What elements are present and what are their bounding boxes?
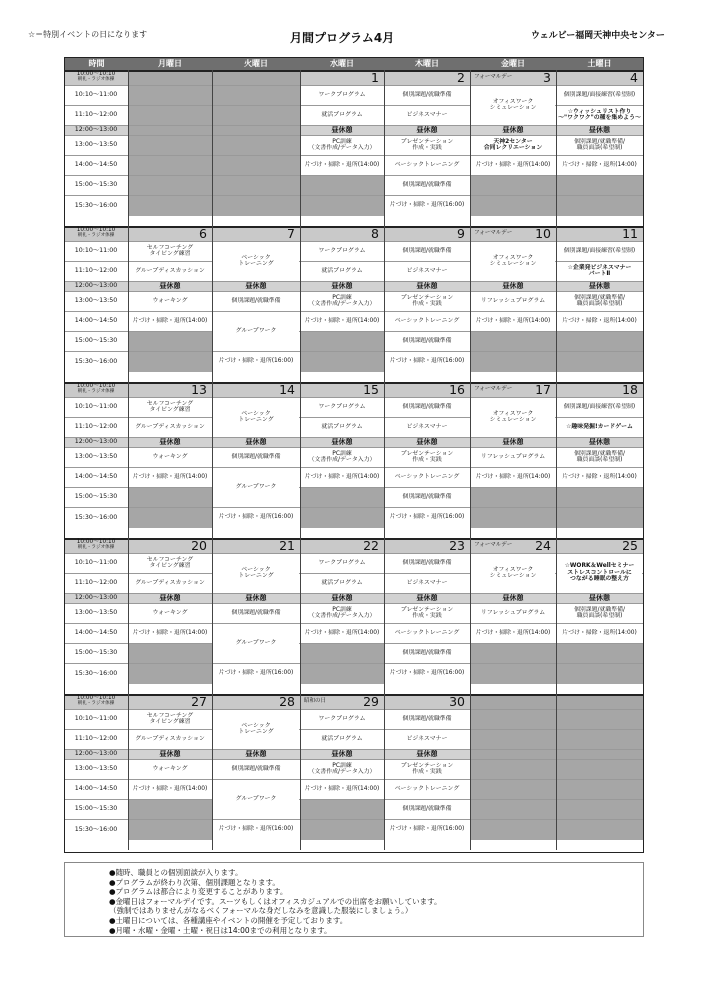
date-number: 6 <box>199 226 207 241</box>
date-number: 30 <box>449 694 465 709</box>
time-slot-label: 15:30～16:00 <box>74 358 118 365</box>
program-cell: ☆WORK＆Wellセミナー ストレスコントロールに つながる睡眠の整え方 <box>557 554 642 593</box>
program-cell: 昼休憩 <box>385 594 469 603</box>
program-cell: ベーシック トレーニング <box>213 398 299 437</box>
grid-column-line <box>212 70 213 226</box>
program-cell: 昼休憩 <box>557 126 642 135</box>
program-cell: ウォーキング <box>129 760 211 779</box>
program-cell: リフレッシュプログラム <box>471 448 555 467</box>
date-number: 25 <box>622 538 638 553</box>
program-cell: グループワーク <box>213 312 299 351</box>
date-number: 15 <box>363 382 379 397</box>
program-cell: 片づけ・掃除・退所(14:00) <box>301 468 383 487</box>
program-cell: リフレッシュプログラム <box>471 604 555 623</box>
program-cell: 片づけ・掃除・退所(14:00) <box>557 624 642 643</box>
program-cell: 片づけ・掃除・退所(14:00) <box>301 312 383 331</box>
footer-note: ●土曜日については、各種講座やイベントの開催を予定しております。 <box>109 915 348 925</box>
time-slot-label: 14:00～14:50 <box>74 161 118 168</box>
column-header-3: 水曜日 <box>330 59 354 68</box>
date-number: 16 <box>449 382 465 397</box>
time-slot-label: 15:00～15:30 <box>74 493 118 500</box>
time-slot-label: 13:00～13:50 <box>74 297 118 304</box>
date-number: 18 <box>622 382 638 397</box>
week-block <box>65 382 643 538</box>
program-cell: 個別課題/面接練習(希望制) <box>557 86 642 105</box>
program-cell: 片づけ・掃除・退所(14:00) <box>557 468 642 487</box>
assembly-label: 朝礼・ラジオ体操 <box>77 701 115 706</box>
program-cell: 昼休憩 <box>213 282 299 291</box>
program-cell: 昼休憩 <box>301 438 383 447</box>
time-slot-label: 12:00～13:00 <box>74 126 118 133</box>
date-number: 21 <box>279 538 295 553</box>
formal-day-label: フォーマルデー <box>474 74 513 80</box>
assembly-label: 朝礼・ラジオ体操 <box>77 545 115 550</box>
notes-box <box>64 862 644 937</box>
program-cell: 天神2センター 合同レクリエーション <box>471 136 555 155</box>
program-cell: 片づけ・掃除・退所(14:00) <box>129 780 211 799</box>
program-cell: オフィスワーク シミュレーション <box>471 554 555 593</box>
program-cell: 個別課題/就職準備/ 職員面談(希望制) <box>557 136 642 155</box>
time-slot-label: 13:00～13:50 <box>74 609 118 616</box>
program-cell: セルフコーチング タイピング練習 <box>129 398 211 417</box>
footer-note: ●プログラムが終わり次第、個別課題となります。 <box>109 877 280 887</box>
program-cell: 個別課題/就職準備 <box>385 176 469 195</box>
program-cell: PC訓練 （文書作成/データ入力） <box>301 760 383 779</box>
program-cell: 就活プログラム <box>301 106 383 125</box>
program-cell: 片づけ・掃除・退所(16:00) <box>213 820 299 840</box>
footer-note: ●金曜日はフォーマルデイです。スーツもしくはオフィスカジュアルでの出席をお願いしています。 <box>109 896 442 906</box>
program-cell: セルフコーチング タイピング練習 <box>129 242 211 261</box>
time-slot-label: 14:00～14:50 <box>74 629 118 636</box>
program-cell: 片づけ・掃除・退所(14:00) <box>471 156 555 175</box>
time-slot-label: 10:10～11:00 <box>74 715 118 722</box>
footer-note: ●月曜・水曜・金曜・土曜・祝日は14:00までの利用となります。 <box>109 925 332 935</box>
program-cell: 昼休憩 <box>213 594 299 603</box>
program-cell: 個別課題/就職準備 <box>213 448 299 467</box>
column-header-0: 時間 <box>88 59 105 68</box>
program-cell: 片づけ・掃除・退所(16:00) <box>385 352 469 372</box>
program-cell: 個別課題/面接練習(希望制) <box>557 242 642 261</box>
time-morning-assembly <box>65 695 127 710</box>
program-cell: オフィスワーク シミュレーション <box>471 86 555 125</box>
program-cell: 個別課題/就職準備 <box>385 398 469 417</box>
program-cell: PC訓練 （文書作成/データ入力） <box>301 604 383 623</box>
program-cell: 昼休憩 <box>557 438 642 447</box>
program-cell: ビジネスマナー <box>385 262 469 281</box>
time-morning-assembly <box>65 71 127 86</box>
date-number: 11 <box>622 226 638 241</box>
assembly-time: 10:00～10:10 <box>76 383 116 389</box>
time-slot-label: 14:00～14:50 <box>74 785 118 792</box>
week-block <box>65 538 643 694</box>
time-slot-label: 12:00～13:00 <box>74 750 118 757</box>
program-cell: セルフコーチング タイピング練習 <box>129 710 211 729</box>
program-cell: グループディスカッション <box>129 418 211 437</box>
program-cell: ビジネスマナー <box>385 418 469 437</box>
program-cell: 昼休憩 <box>301 750 383 759</box>
program-cell: PC訓練 （文書作成/データ入力） <box>301 136 383 155</box>
program-cell: 片づけ・掃除・退所(14:00) <box>557 156 642 175</box>
grid-column-line <box>470 694 471 850</box>
date-number: 8 <box>371 226 379 241</box>
time-slot-label: 15:00～15:30 <box>74 181 118 188</box>
program-cell: ウォーキング <box>129 604 211 623</box>
program-cell: 個別課題/就職準備 <box>385 644 469 663</box>
footer-note: ●随時、職員との個別面談が入ります。 <box>109 868 243 877</box>
program-cell: 個別課題/就職準備 <box>385 488 469 507</box>
program-cell: プレゼンテーション 作成・実践 <box>385 448 469 467</box>
formal-day-label: フォーマルデー <box>474 386 513 392</box>
program-cell: ベーシック トレーニング <box>213 710 299 749</box>
time-slot-label: 13:00～13:50 <box>74 141 118 148</box>
assembly-label: 朝礼・ラジオ体操 <box>77 77 115 82</box>
program-cell: 就活プログラム <box>301 418 383 437</box>
program-cell: オフィスワーク シミュレーション <box>471 398 555 437</box>
page-title: 月間プログラム4月 <box>290 31 395 45</box>
program-cell: 昼休憩 <box>385 282 469 291</box>
center-name: ウェルビー福岡天神中央センター <box>531 31 665 41</box>
time-slot-label: 13:00～13:50 <box>74 453 118 460</box>
program-cell: ビジネスマナー <box>385 106 469 125</box>
assembly-label: 朝礼・ラジオ体操 <box>77 389 115 394</box>
program-cell: グループディスカッション <box>129 574 211 593</box>
program-cell: 個別課題/就職準備/ 職員面談(希望制) <box>557 292 642 311</box>
date-number: 3 <box>543 70 551 85</box>
program-cell: ベーシックトレーニング <box>385 624 469 643</box>
program-cell: 片づけ・掃除・退所(16:00) <box>213 664 299 684</box>
program-cell: 個別課題/就職準備 <box>385 554 469 573</box>
column-header-2: 火曜日 <box>244 59 268 68</box>
assembly-time: 10:00～10:10 <box>76 539 116 545</box>
time-morning-assembly <box>65 227 127 242</box>
program-cell: 個別課題/就職準備 <box>385 800 469 819</box>
date-number: 28 <box>279 694 295 709</box>
program-cell: 昼休憩 <box>471 126 555 135</box>
program-cell: 昼休憩 <box>213 750 299 759</box>
date-number: 1 <box>371 70 379 85</box>
program-cell: 昼休憩 <box>385 126 469 135</box>
program-cell: ベーシック トレーニング <box>213 242 299 281</box>
program-cell: 個別課題/就職準備 <box>213 292 299 311</box>
program-cell: ワークプログラム <box>301 86 383 105</box>
program-cell: グループディスカッション <box>129 730 211 749</box>
program-cell: 片づけ・掃除・退所(16:00) <box>385 820 469 840</box>
assembly-time: 10:00～10:10 <box>76 71 116 77</box>
date-number: 17 <box>535 382 551 397</box>
program-cell: ☆趣味発掘!カードゲーム <box>557 418 642 437</box>
program-cell: 昼休憩 <box>471 438 555 447</box>
footer-note: （強制ではありませんがなるべくフォーマルな身だしなみを意識した服装にしましょう。） <box>109 906 413 916</box>
time-slot-label: 11:10～12:00 <box>74 423 118 430</box>
calendar-header-row <box>65 58 643 70</box>
program-cell: 個別課題/就職準備 <box>213 604 299 623</box>
grid-column-line <box>128 70 129 226</box>
program-cell: 片づけ・掃除・退所(16:00) <box>385 508 469 528</box>
program-cell: 昼休憩 <box>471 282 555 291</box>
time-slot-label: 15:30～16:00 <box>74 670 118 677</box>
program-cell: 昼休憩 <box>471 594 555 603</box>
program-cell: 片づけ・掃除・退所(14:00) <box>471 312 555 331</box>
time-slot-label: 12:00～13:00 <box>74 438 118 445</box>
program-cell: 片づけ・掃除・退所(14:00) <box>471 624 555 643</box>
time-slot-label: 13:00～13:50 <box>74 765 118 772</box>
program-cell: PC訓練 （文書作成/データ入力） <box>301 448 383 467</box>
week-block <box>65 694 643 850</box>
monthly-calendar <box>64 57 644 853</box>
assembly-label: 朝礼・ラジオ体操 <box>77 233 115 238</box>
program-cell: グループワーク <box>213 624 299 663</box>
legend-note: ☆＝特別イベントの日になります <box>28 30 148 39</box>
time-slot-label: 10:10～11:00 <box>74 247 118 254</box>
program-cell: 個別課題/就職準備 <box>213 760 299 779</box>
time-morning-assembly <box>65 383 127 398</box>
date-number: 7 <box>287 226 295 241</box>
column-header-5: 金曜日 <box>501 59 525 68</box>
program-cell: ベーシックトレーニング <box>385 468 469 487</box>
date-number: 20 <box>191 538 207 553</box>
time-slot-label: 15:30～16:00 <box>74 202 118 209</box>
time-slot-label: 12:00～13:00 <box>74 282 118 289</box>
time-slot-label: 15:00～15:30 <box>74 649 118 656</box>
date-number: 24 <box>535 538 551 553</box>
program-cell: プレゼンテーション 作成・実践 <box>385 760 469 779</box>
date-number: 14 <box>279 382 295 397</box>
program-cell: 片づけ・掃除・退所(16:00) <box>213 352 299 372</box>
time-morning-assembly <box>65 539 127 554</box>
column-header-6: 土曜日 <box>587 59 612 68</box>
program-cell: ベーシックトレーニング <box>385 780 469 799</box>
date-number: 4 <box>630 70 638 85</box>
program-cell: 昼休憩 <box>557 594 642 603</box>
program-cell: ワークプログラム <box>301 398 383 417</box>
time-slot-label: 11:10～12:00 <box>74 111 118 118</box>
holiday-label: 昭和の日 <box>304 698 327 704</box>
formal-day-label: フォーマルデー <box>474 542 513 548</box>
time-slot-label: 15:30～16:00 <box>74 826 118 833</box>
program-cell: 昼休憩 <box>301 126 383 135</box>
program-cell: 昼休憩 <box>129 438 211 447</box>
program-cell: ベーシック トレーニング <box>213 554 299 593</box>
program-cell: ☆企業発ビジネスマナー パートⅡ <box>557 262 642 281</box>
time-slot-label: 10:10～11:00 <box>74 403 118 410</box>
program-cell: ビジネスマナー <box>385 730 469 749</box>
program-cell: プレゼンテーション 作成・実践 <box>385 604 469 623</box>
program-cell: グループワーク <box>213 780 299 819</box>
program-cell: 昼休憩 <box>129 750 211 759</box>
time-slot-label: 10:10～11:00 <box>74 91 118 98</box>
program-cell: プレゼンテーション 作成・実践 <box>385 292 469 311</box>
program-cell: グループディスカッション <box>129 262 211 281</box>
program-cell: 片づけ・掃除・退所(14:00) <box>301 780 383 799</box>
time-slot-label: 12:00～13:00 <box>74 594 118 601</box>
program-cell: グループワーク <box>213 468 299 507</box>
program-cell: 個別課題/就職準備 <box>385 242 469 261</box>
date-number: 9 <box>457 226 465 241</box>
time-slot-label: 15:00～15:30 <box>74 337 118 344</box>
date-number: 29 <box>363 694 379 709</box>
program-cell: プレゼンテーション 作成・実践 <box>385 136 469 155</box>
column-header-1: 月曜日 <box>158 59 182 68</box>
program-cell: ビジネスマナー <box>385 574 469 593</box>
time-slot-label: 15:30～16:00 <box>74 514 118 521</box>
program-cell: 片づけ・掃除・退所(14:00) <box>129 468 211 487</box>
program-cell: 個別課題/就職準備/ 職員面談(希望制) <box>557 604 642 623</box>
program-cell: 個別課題/就職準備 <box>385 332 469 351</box>
column-header-4: 木曜日 <box>415 59 439 68</box>
time-slot-label: 14:00～14:50 <box>74 473 118 480</box>
program-cell: 片づけ・掃除・退所(14:00) <box>301 156 383 175</box>
program-cell: ウォーキング <box>129 292 211 311</box>
program-cell: 昼休憩 <box>301 282 383 291</box>
program-cell: ☆ウィッシュリスト作り ～"ワクワク"の種を集めよう～ <box>557 106 642 125</box>
program-cell: 片づけ・掃除・退所(16:00) <box>385 664 469 684</box>
program-cell: 片づけ・掃除・退所(14:00) <box>129 312 211 331</box>
program-cell: ワークプログラム <box>301 242 383 261</box>
program-cell: ベーシックトレーニング <box>385 312 469 331</box>
assembly-time: 10:00～10:10 <box>76 695 116 701</box>
date-number: 27 <box>191 694 207 709</box>
program-cell: 片づけ・掃除・退所(14:00) <box>301 624 383 643</box>
program-cell: ワークプログラム <box>301 554 383 573</box>
time-slot-label: 11:10～12:00 <box>74 735 118 742</box>
week-block <box>65 226 643 382</box>
program-cell: セルフコーチング タイピング練習 <box>129 554 211 573</box>
program-cell: ワークプログラム <box>301 710 383 729</box>
program-cell: 片づけ・掃除・退所(14:00) <box>557 312 642 331</box>
date-number: 22 <box>363 538 379 553</box>
date-number: 23 <box>449 538 465 553</box>
time-slot-label: 15:00～15:30 <box>74 805 118 812</box>
program-cell: 昼休憩 <box>129 594 211 603</box>
program-cell: 個別課題/就職準備 <box>385 86 469 105</box>
program-cell: 片づけ・掃除・退所(16:00) <box>213 508 299 528</box>
program-cell: 昼休憩 <box>557 282 642 291</box>
program-cell: リフレッシュプログラム <box>471 292 555 311</box>
week-block <box>65 70 643 226</box>
formal-day-label: フォーマルデー <box>474 230 513 236</box>
time-slot-label: 11:10～12:00 <box>74 579 118 586</box>
program-cell: 就活プログラム <box>301 574 383 593</box>
program-cell: 昼休憩 <box>213 438 299 447</box>
time-slot-label: 10:10～11:00 <box>74 559 118 566</box>
program-cell: 片づけ・掃除・退所(14:00) <box>129 624 211 643</box>
date-number: 2 <box>457 70 465 85</box>
date-number: 10 <box>535 226 551 241</box>
time-slot-label: 14:00～14:50 <box>74 317 118 324</box>
program-cell: 個別課題/面接練習(希望制) <box>557 398 642 417</box>
program-cell: 就活プログラム <box>301 262 383 281</box>
program-cell: PC訓練 （文書作成/データ入力） <box>301 292 383 311</box>
grid-column-line <box>556 694 557 850</box>
program-cell: 片づけ・掃除・退所(14:00) <box>471 468 555 487</box>
program-cell: 個別課題/就職準備 <box>385 710 469 729</box>
program-cell: 個別課題/就職準備/ 職員面談(希望制) <box>557 448 642 467</box>
program-cell: ベーシックトレーニング <box>385 156 469 175</box>
program-cell: 昼休憩 <box>129 282 211 291</box>
date-number: 13 <box>191 382 207 397</box>
program-cell: 昼休憩 <box>301 594 383 603</box>
program-cell: 昼休憩 <box>385 750 469 759</box>
program-cell: 片づけ・掃除・退所(16:00) <box>385 196 469 216</box>
time-slot-label: 11:10～12:00 <box>74 267 118 274</box>
program-cell: 昼休憩 <box>385 438 469 447</box>
assembly-time: 10:00～10:10 <box>76 227 116 233</box>
footer-note: ●プログラムは都合により変更することがあります。 <box>109 887 288 897</box>
program-cell: オフィスワーク シミュレーション <box>471 242 555 281</box>
program-cell: 就活プログラム <box>301 730 383 749</box>
program-cell: ウォーキング <box>129 448 211 467</box>
